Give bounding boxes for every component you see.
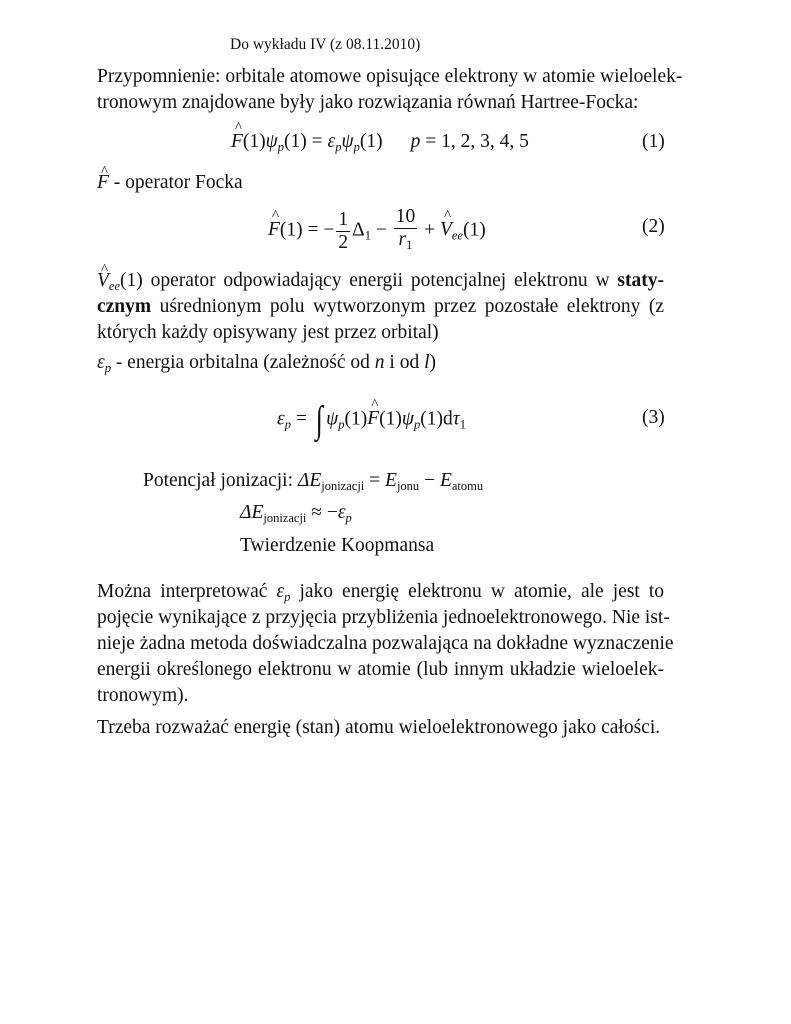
eq1-rhs-psi: ψ bbox=[341, 131, 354, 152]
intro-line-2: tronowym znajdowane były jako rozwiązania równań Hartree-Focka: bbox=[97, 92, 639, 113]
ionization-e1: E bbox=[385, 470, 397, 491]
interp-line1-a: Można interpretować bbox=[97, 581, 277, 602]
eq3-equals: = bbox=[290, 408, 312, 430]
eq2-v-arg: (1) bbox=[462, 219, 486, 241]
eq3-psi2: ψ bbox=[401, 408, 415, 430]
equation-3-number: (3) bbox=[642, 407, 665, 428]
eq2-minus: − bbox=[370, 219, 392, 241]
eq1-psi-arg: (1) = bbox=[284, 131, 328, 152]
frac1-num: 1 bbox=[338, 208, 349, 230]
vee-symbol-sub: ee bbox=[108, 279, 121, 293]
intro-line-1: Przypomnienie: orbitale atomowe opisujące elektrony w atomie wieloelek- bbox=[97, 66, 683, 87]
eq2-v-sub: ee bbox=[451, 228, 463, 243]
vee-line1-bold: staty- bbox=[617, 270, 664, 291]
eq1-eps-sub: p bbox=[335, 140, 342, 154]
vee-symbol: ^ V bbox=[97, 268, 109, 294]
eq1-psi: ψ bbox=[265, 131, 278, 152]
lecture-header: Do wykładu IV (z 08.11.2010) bbox=[230, 36, 421, 53]
eq2-delta: Δ bbox=[352, 219, 365, 241]
eps-def-n: n bbox=[374, 352, 385, 373]
conclusion: Trzeba rozważać energię (stan) atomu wieloelektronowego jako całości. bbox=[97, 717, 661, 738]
eq3-fock-symbol: ^ F bbox=[367, 408, 379, 430]
eq2-v-symbol: ^ V bbox=[440, 219, 452, 241]
equation-3 bbox=[277, 398, 466, 442]
frac1-den: 2 bbox=[338, 231, 349, 253]
approx-rest: ≈ − bbox=[306, 502, 338, 523]
approx-sub: jonizacji bbox=[263, 511, 307, 525]
interp-eps: ε bbox=[276, 581, 285, 602]
eps-definition bbox=[97, 350, 436, 381]
fock-operator-symbol: ^ F bbox=[231, 131, 243, 153]
ionization-sub-atomu: atomu bbox=[451, 479, 484, 493]
eq1-psi-sub: p bbox=[277, 140, 285, 154]
fock-def-text: - operator Focka bbox=[108, 172, 243, 193]
vee-paragraph-line-2 bbox=[97, 294, 664, 320]
eq2-lhs-arg: (1) = − bbox=[279, 219, 335, 241]
equation-2-number: (2) bbox=[642, 216, 665, 237]
ionization-minus: − bbox=[419, 470, 440, 491]
equation-1-number: (1) bbox=[642, 131, 665, 152]
ionization-line bbox=[143, 468, 483, 499]
fraction-one-half bbox=[336, 209, 350, 254]
ionization-label: Potencjał jonizacji: bbox=[143, 470, 298, 491]
interp-line1-b: jako energię elektronu w atomie, ale jest to bbox=[290, 581, 665, 602]
ionization-delta-e: ΔE bbox=[297, 470, 322, 491]
eq3-psi1: ψ bbox=[326, 408, 339, 430]
ionization-sub-jonizacji: jonizacji bbox=[321, 479, 365, 493]
equation-2 bbox=[268, 206, 486, 256]
eq3-psi1-sub: p bbox=[338, 417, 345, 432]
frac2-den-var: r bbox=[398, 229, 407, 250]
ionization-e2: E bbox=[439, 470, 452, 491]
vee-line2-text: uśrednionym polu wytworzonym przez pozostałe elektrony (z bbox=[151, 296, 664, 317]
approx-delta-e: ΔE bbox=[240, 502, 264, 523]
eps-def-text2: i od bbox=[384, 352, 425, 373]
eq1-p-label: p bbox=[410, 131, 421, 152]
vee-line1-text: (1) operator odpowiadający energii potencjalnej elektronu w bbox=[120, 270, 618, 291]
eq3-arg3: (1)d bbox=[420, 408, 453, 430]
eq1-p-values: = 1, 2, 3, 4, 5 bbox=[420, 131, 529, 152]
eq3-psi2-sub: p bbox=[414, 417, 421, 432]
interpretation-line-2: pojęcie wynikające z przyjęcia przybliżenia jednoelektronowego. Nie ist- bbox=[97, 607, 670, 628]
eps-def-sub: p bbox=[104, 361, 111, 375]
eps-def-l: l bbox=[424, 352, 430, 373]
frac2-den-sub: 1 bbox=[406, 238, 413, 252]
eq3-tau-sub: 1 bbox=[459, 417, 467, 432]
eq3-arg1: (1) bbox=[344, 408, 368, 430]
interpretation-line-4: energii określonego elektronu w atomie (lub innym układzie wieloelek- bbox=[97, 659, 664, 680]
interpretation-line-5: tronowym). bbox=[97, 685, 189, 706]
vee-paragraph-line-3: których każdy opisywany jest przez orbital) bbox=[97, 322, 439, 343]
vee-line2-bold: cznym bbox=[97, 296, 152, 317]
koopmans-approximation bbox=[240, 500, 352, 531]
eq3-eps: ε bbox=[277, 408, 285, 430]
interp-eps-sub: p bbox=[284, 590, 291, 604]
ionization-equals: = bbox=[364, 470, 386, 491]
eq2-plus: + bbox=[419, 219, 440, 241]
equation-1 bbox=[231, 131, 529, 155]
frac2-den bbox=[397, 229, 415, 256]
eq3-tau: τ bbox=[452, 408, 460, 430]
eq2-fock-symbol: ^ F bbox=[268, 219, 280, 241]
frac2-num: 10 bbox=[395, 206, 416, 227]
eq1-rhs-psi-sub: p bbox=[353, 140, 360, 154]
eq1-rhs-arg: (1) bbox=[359, 131, 383, 152]
eq3-eps-sub: p bbox=[284, 417, 291, 432]
eq1-arg: (1) bbox=[242, 131, 266, 152]
ionization-sub-jonu: jonu bbox=[396, 479, 420, 493]
eps-def-symbol: ε bbox=[97, 352, 105, 373]
eq2-delta-sub: 1 bbox=[364, 228, 371, 243]
eq1-eps: ε bbox=[327, 131, 336, 152]
integral-symbol: ∫ bbox=[315, 399, 323, 441]
koopmans-theorem: Twierdzenie Koopmansa bbox=[240, 535, 435, 556]
eps-def-text1: - energia orbitalna (zależność od bbox=[110, 352, 375, 373]
fraction-ten-over-r bbox=[394, 206, 418, 256]
fock-definition bbox=[97, 170, 243, 196]
approx-eps: ε bbox=[337, 502, 346, 523]
eq3-arg2: (1) bbox=[379, 408, 402, 430]
eps-def-text3: ) bbox=[429, 352, 437, 373]
fock-def-symbol: ^ F bbox=[97, 170, 109, 196]
approx-eps-sub: p bbox=[345, 511, 352, 525]
interpretation-line-3: nieje żadna metoda doświadczalna pozwalająca na dokładne wyznaczenie bbox=[97, 633, 674, 654]
